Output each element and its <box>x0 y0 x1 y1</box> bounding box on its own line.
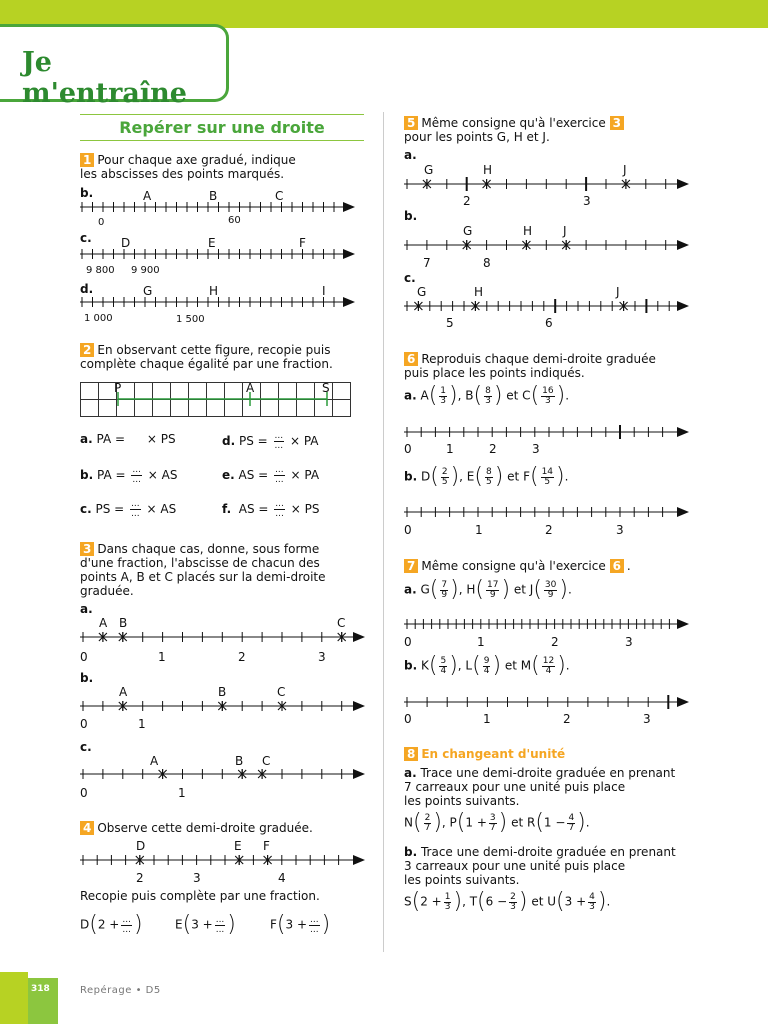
ex4-line2: Recopie puis complète par une fraction. <box>80 889 320 903</box>
ex2-line1: En observant cette figure, recopie puis <box>97 343 331 357</box>
ex4-point-D: D <box>136 839 146 853</box>
ex2-number: 2 <box>80 343 94 357</box>
ex3-line2: d'une fraction, l'abscisse de chacun des <box>80 556 320 570</box>
ex6a-tick-3: 3 <box>532 442 540 456</box>
ex1b-axis <box>80 200 355 214</box>
ex5-line2: pour les points G, H et J. <box>404 130 550 144</box>
ex3b-label: b. <box>80 671 94 685</box>
axis-arrow <box>677 301 689 311</box>
ex5c-tick-5: 5 <box>446 316 454 330</box>
ex3c-tick-0: 0 <box>80 786 88 800</box>
ex3a-tick-2: 2 <box>238 650 246 664</box>
ex4-axis <box>80 853 365 867</box>
ex2-label-P: P <box>114 381 122 395</box>
footer-strip <box>0 972 28 1024</box>
ex3a-tick-3: 3 <box>318 650 326 664</box>
ex8b-line2: 3 carreaux pour une unité puis place <box>404 859 626 873</box>
axis-arrow <box>353 632 365 642</box>
ex8a-line1: a. Trace une demi-droite graduée en prenant <box>404 766 676 780</box>
ex7a-tick-1: 1 <box>477 635 485 649</box>
ex5b-point-G: G <box>463 224 473 238</box>
ex3c-label: c. <box>80 740 92 754</box>
ex5b-tick-7: 7 <box>423 256 431 270</box>
ex5a-tick-2: 2 <box>463 194 471 208</box>
ex8b-points: S(2 + $\frac{1}{3}$ ), T(6 − $\frac{2}{3}$ ) et U(3 + $\frac{4}{3}$ ). <box>404 889 611 914</box>
ex5c-tick-6: 6 <box>545 316 553 330</box>
ex3-prompt: 3 Dans chaque cas, donne, sous forme <box>80 542 319 556</box>
ex5c-point-H: H <box>474 285 484 299</box>
ex1b-point-A: A <box>143 189 152 203</box>
axis-arrow <box>677 427 689 437</box>
ex1c-point-D: D <box>121 236 131 250</box>
ex2-prompt <box>80 343 330 357</box>
ex5b-tick-8: 8 <box>483 256 491 270</box>
ex7a-tick-3: 3 <box>625 635 633 649</box>
ex2-item-d: d. PS = $\frac{...}{...}$ × PA <box>222 431 319 451</box>
ex1b-point-C: C <box>275 189 284 203</box>
ex5b-point-H: H <box>523 224 533 238</box>
ex8b-line1: b. Trace une demi-droite graduée en prenant <box>404 845 676 859</box>
ex5a-point-H: H <box>483 163 493 177</box>
ex1d-axis <box>80 295 355 309</box>
ex6a-points: a. A( $\frac{1}{3}$ ), B( $\frac{8}{3}$ ) et C( $\frac{16}{3}$ ). <box>404 383 570 408</box>
ex4-point-E: E <box>234 839 242 853</box>
ex1-line1: Pour chaque axe gradué, indique <box>97 153 296 167</box>
ex7-number: 7 <box>404 559 418 573</box>
ex6-prompt: 6 Reproduis chaque demi-droite graduée <box>404 352 656 366</box>
ex3-line3: points A, B et C placés sur la demi-droite <box>80 570 326 584</box>
ex5-number: 5 <box>404 116 418 130</box>
ex1c-axis <box>80 247 355 261</box>
ex5c-axis <box>404 299 689 313</box>
ex1-line2: les abscisses des points marqués. <box>80 167 285 181</box>
ex4-tick-4: 4 <box>278 871 286 885</box>
ex5c-point-J: J <box>616 285 620 299</box>
ex4-tick-3: 3 <box>193 871 201 885</box>
ex2-line2: complète chaque égalité par une fraction. <box>80 357 333 371</box>
ex3c-point-C: C <box>262 754 271 768</box>
ex1c-point-F: F <box>299 236 306 250</box>
ex3a-axis <box>80 630 365 644</box>
ex3c-point-B: B <box>235 754 244 768</box>
ex5c-point-G: G <box>417 285 427 299</box>
ex1-number: 1 <box>80 153 94 167</box>
ex1d-label: d. <box>80 282 94 296</box>
ex7b-tick-3: 3 <box>643 712 651 726</box>
ex3b-point-B: B <box>218 685 227 699</box>
ex6-line2: puis place les points indiqués. <box>404 366 585 380</box>
ex2-item-c: c. PS = $\frac{...}{...}$ × AS <box>80 499 177 519</box>
ex3a-point-C: C <box>337 616 346 630</box>
ex1d-tick-1500: 1 500 <box>176 314 205 325</box>
ex3b-point-C: C <box>277 685 286 699</box>
ex7a-axis <box>404 617 689 631</box>
ex1d-point-H: H <box>209 284 219 298</box>
ex1b-point-B: B <box>209 189 218 203</box>
ex2-item-f: f. AS = $\frac{...}{...}$ × PS <box>222 499 320 519</box>
ex8a-line3: les points suivants. <box>404 794 520 808</box>
ex4-prompt: 4 Observe cette demi-droite graduée. <box>80 821 313 835</box>
ex5-ref: 3 <box>610 116 624 130</box>
ex7b-points: b. K( $\frac{5}{4}$ ), L( $\frac{9}{4}$ ) et M( $\frac{12}{4}$ ). <box>404 653 570 678</box>
ex1b-tick-60: 60 <box>228 215 241 226</box>
ex8-title: 8 En changeant d'unité <box>404 747 565 761</box>
ex5c-label: c. <box>404 271 416 285</box>
ex5a-point-J: J <box>623 163 627 177</box>
ex7b-axis <box>404 695 689 709</box>
ex4-point-F: F <box>263 839 270 853</box>
column-divider <box>383 112 384 952</box>
ex5a-tick-3: 3 <box>583 194 591 208</box>
ex1c-tick-9800: 9 800 <box>86 265 115 276</box>
footer-chapter: Repérage • D5 <box>80 985 161 996</box>
ex7a-points: a. G( $\frac{7}{9}$ ), H( $\frac{17}{9}$ ) et J( $\frac{30}{9}$ ). <box>404 577 572 602</box>
ex7b-tick-1: 1 <box>483 712 491 726</box>
axis-arrow <box>353 855 365 865</box>
ex7a-tick-0: 0 <box>404 635 412 649</box>
ex7b-tick-0: 0 <box>404 712 412 726</box>
ex6b-axis <box>404 505 689 519</box>
ex3a-tick-1: 1 <box>158 650 166 664</box>
ex3a-tick-0: 0 <box>80 650 88 664</box>
axis-arrow <box>677 697 689 707</box>
ex6b-tick-0: 0 <box>404 523 412 537</box>
ex3c-point-A: A <box>150 754 159 768</box>
ex3a-point-A: A <box>99 616 108 630</box>
ex3a-label: a. <box>80 602 93 616</box>
ex1-prompt <box>80 153 296 167</box>
ex3c-axis <box>80 767 365 781</box>
page-number: 318 <box>31 984 50 994</box>
ex2-label-S: S <box>322 381 330 395</box>
ex2-label-A: A <box>246 381 255 395</box>
ex8a-points: N( $\frac{2}{7}$ ), P(1 + $\frac{3}{7}$ ) et R(1 − $\frac{4}{7}$ ). <box>404 810 590 835</box>
ex8b-line3: les points suivants. <box>404 873 520 887</box>
ex5a-point-G: G <box>424 163 434 177</box>
ex5b-label: b. <box>404 209 418 223</box>
ex2-item-e: e. AS = $\frac{...}{...}$ × PA <box>222 465 320 485</box>
ex3b-tick-0: 0 <box>80 717 88 731</box>
page-number-box <box>28 978 58 1024</box>
ex5a-axis <box>404 177 689 191</box>
ex4-number: 4 <box>80 821 94 835</box>
ex8-number: 8 <box>404 747 418 761</box>
ex1b-tick-0: 0 <box>98 217 105 228</box>
ex1d-point-I: I <box>322 284 326 298</box>
ex7-ref: 6 <box>610 559 624 573</box>
ex6b-tick-1: 1 <box>475 523 483 537</box>
ex3c-tick-1: 1 <box>178 786 186 800</box>
ex3b-tick-1: 1 <box>138 717 146 731</box>
header-box <box>0 24 229 109</box>
axis-arrow <box>343 297 355 307</box>
axis-arrow <box>343 249 355 259</box>
ex1c-tick-9900: 9 900 <box>131 265 160 276</box>
ex5b-axis <box>404 238 689 252</box>
ex6a-tick-1: 1 <box>446 442 454 456</box>
axis-arrow <box>677 240 689 250</box>
ex6a-tick-0: 0 <box>404 442 412 456</box>
ex1c-point-E: E <box>208 236 216 250</box>
ex7b-tick-2: 2 <box>563 712 571 726</box>
ex4-answer-D: D(2 + $\frac{...}{...}$ ) <box>80 912 143 937</box>
ex3-line4: graduée. <box>80 584 134 598</box>
axis-arrow <box>353 769 365 779</box>
ex1d-tick-1000: 1 000 <box>84 313 113 324</box>
ex3a-point-B: B <box>119 616 128 630</box>
ex5b-point-J: J <box>563 224 567 238</box>
ex3b-point-A: A <box>119 685 128 699</box>
section-title: Repérer sur une droite <box>80 114 364 141</box>
ex1d-point-G: G <box>143 284 153 298</box>
ex4-answer-F: F(3 + $\frac{...}{...}$ ) <box>270 912 331 937</box>
ex3b-axis <box>80 699 365 713</box>
ex5a-label: a. <box>404 148 417 162</box>
ex6b-tick-3: 3 <box>616 523 624 537</box>
ex3-number: 3 <box>80 542 94 556</box>
ex7a-tick-2: 2 <box>551 635 559 649</box>
ex6a-tick-2: 2 <box>489 442 497 456</box>
ex7-prompt: 7 Même consigne qu'à l'exercice 6 . <box>404 559 631 573</box>
ex6a-axis <box>404 425 689 439</box>
ex4-answer-E: E(3 + $\frac{...}{...}$ ) <box>175 912 236 937</box>
axis-arrow <box>677 507 689 517</box>
ex6-number: 6 <box>404 352 418 366</box>
ex6b-points: b. D( $\frac{2}{5}$ ), E( $\frac{8}{5}$ ) et F( $\frac{14}{5}$ ). <box>404 464 569 489</box>
axis-arrow <box>677 619 689 629</box>
page-title: Je m'entraîne <box>22 47 187 109</box>
ex1c-label: c. <box>80 231 92 245</box>
axis-arrow <box>343 202 355 212</box>
ex8a-line2: 7 carreaux pour une unité puis place <box>404 780 626 794</box>
ex1b-label: b. <box>80 186 94 200</box>
ex6b-tick-2: 2 <box>545 523 553 537</box>
ex2-item-b: b. PA = $\frac{...}{...}$ × AS <box>80 465 178 485</box>
ex5-prompt: 5 Même consigne qu'à l'exercice 3 <box>404 116 627 130</box>
ex4-tick-2: 2 <box>136 871 144 885</box>
axis-arrow <box>353 701 365 711</box>
axis-arrow <box>677 179 689 189</box>
ex2-item-a: a. PA = × PS <box>80 432 176 446</box>
